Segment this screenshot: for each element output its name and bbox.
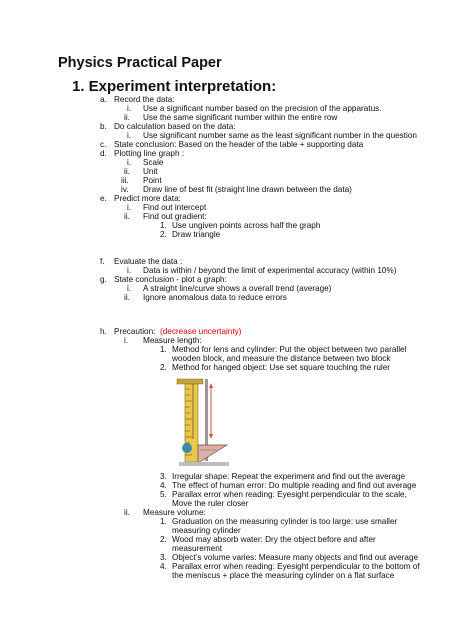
outline-text: Method for lens and cylinder: Put the object between two parallel — [172, 345, 407, 354]
outline-marker: ii. — [124, 113, 130, 122]
outline-marker: a. — [100, 95, 107, 104]
outline-marker: 2. — [160, 230, 167, 239]
outline-text: Draw triangle — [172, 230, 221, 239]
outline-marker: ii. — [124, 167, 130, 176]
outline-text: Use a significant number based on the precision of the apparatus. — [143, 104, 382, 113]
outline-marker: f. — [100, 257, 105, 266]
outline-text: Use significant number same as the least significant number in the question — [143, 131, 417, 140]
outline-text: Wood may absorb water: Dry the object before and after — [172, 535, 376, 544]
outline-marker: h. — [100, 327, 107, 336]
outline-marker: ii. — [124, 508, 130, 517]
outline-text: Evaluate the data : — [114, 257, 183, 266]
outline-text: State conclusion: Based on the header of the table + supporting data — [114, 140, 364, 149]
outline-text: Do calculation based on the data: — [114, 122, 236, 131]
outline-text: Predict more data: — [114, 194, 181, 203]
outline-marker: i. — [127, 266, 132, 275]
outline-text: Measure volume: — [143, 508, 206, 517]
outline-text: Use the same significant number within the entire row — [143, 113, 338, 122]
outline-marker: 3. — [160, 472, 167, 481]
outline-marker: 2. — [160, 535, 167, 544]
outline-marker: e. — [100, 194, 107, 203]
outline-text: A straight line/curve shows a overall trend (average) — [143, 284, 332, 293]
outline-text: Scale — [143, 158, 164, 167]
outline-marker: 1. — [160, 221, 167, 230]
outline-text: Plotting line graph : — [114, 149, 185, 158]
outline-text: Object’s volume varies: Measure many objects and find out average — [172, 553, 419, 562]
outline-marker: i. — [127, 284, 132, 293]
outline-marker: 5. — [160, 490, 167, 499]
outline-text: Unit — [143, 167, 158, 176]
page-title: Physics Practical Paper — [58, 55, 222, 71]
outline-text: Data is within / beyond the limit of experimental accuracy (within 10%) — [143, 266, 397, 275]
outline-text: Method for hanged object: Use set square touching the ruler — [172, 363, 391, 372]
outline-text: Precaution: — [114, 327, 156, 336]
section-heading: 1. Experiment interpretation: — [72, 78, 277, 95]
outline-marker: iv. — [121, 185, 129, 194]
outline-marker: g. — [100, 275, 107, 284]
outline-marker: ii. — [124, 212, 130, 221]
outline-text: Record the data: — [114, 95, 175, 104]
outline-text: Parallax error when reading: Eyesight perpendicular to the bottom of — [172, 562, 420, 571]
outline-text: Ignore anomalous data to reduce errors — [143, 293, 287, 302]
outline-marker: i. — [127, 203, 132, 212]
outline-marker: ii. — [124, 293, 130, 302]
outline-text: Parallax error when reading: Eyesight perpendicular to the scale, — [172, 490, 407, 499]
ruler-illustration — [175, 377, 295, 469]
outline-marker: i. — [127, 131, 132, 140]
outline-text: the meniscus + place the measuring cylinder on a flat surface — [172, 571, 395, 580]
outline-marker: c. — [100, 140, 107, 149]
outline-marker: iii. — [121, 176, 129, 185]
outline-text: Use ungiven points across half the graph — [172, 221, 321, 230]
outline-marker: d. — [100, 149, 107, 158]
outline-text: Find out gradient: — [143, 212, 207, 221]
outline-marker: b. — [100, 122, 107, 131]
outline-marker: 1. — [160, 345, 167, 354]
precaution-note: (decrease uncertainty) — [160, 327, 242, 336]
outline-marker: 1. — [160, 517, 167, 526]
outline-text: wooden block, and measure the distance between two block — [172, 354, 391, 363]
outline-marker: i. — [127, 158, 132, 167]
outline-text: State conclusion - plot a graph: — [114, 275, 227, 284]
outline-marker: 2. — [160, 363, 167, 372]
outline-text: The effect of human error: Do multiple reading and find out average — [172, 481, 417, 490]
outline-text: Irregular shape: Repeat the experiment and find out the average — [172, 472, 406, 481]
outline-text: Point — [143, 176, 162, 185]
outline-text: measuring cylinder — [172, 526, 241, 535]
outline-marker: 3. — [160, 553, 167, 562]
outline-text: Find out intercept — [143, 203, 207, 212]
outline-text: measurement — [172, 544, 223, 553]
outline-marker: i. — [124, 336, 129, 345]
outline-marker: 4. — [160, 562, 167, 571]
outline-marker: i. — [127, 104, 132, 113]
outline-marker: 4. — [160, 481, 167, 490]
outline-text: Move the ruler closer — [172, 499, 249, 508]
outline-text: Draw line of best fit (straight line drawn between the data) — [143, 185, 352, 194]
outline-text: Graduation on the measuring cylinder is too large: use smaller — [172, 517, 398, 526]
outline-text: Measure length: — [143, 336, 202, 345]
